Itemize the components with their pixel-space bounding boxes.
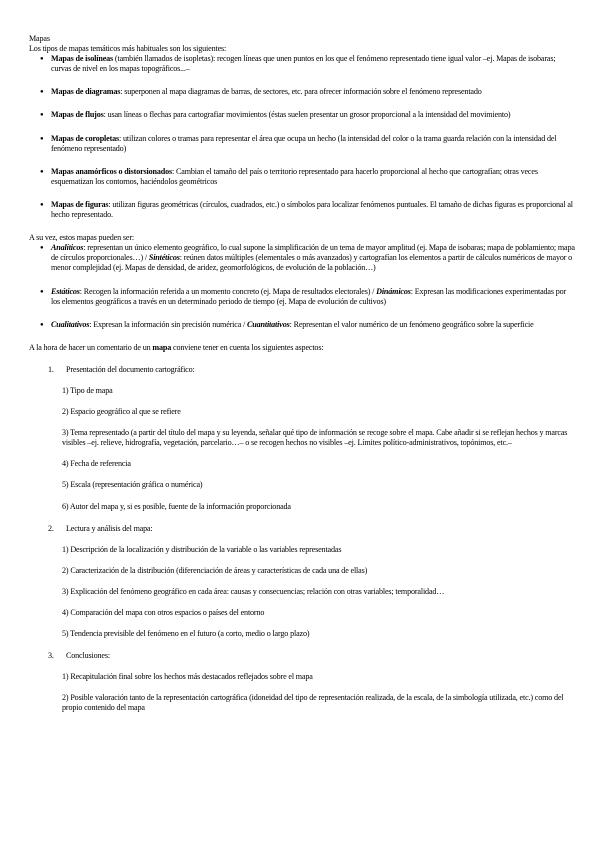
step-item: 4) Comparación del mapa con otros espacios o países del entorno	[62, 608, 265, 617]
step-items	[29, 386, 575, 512]
term: Cualitativos	[51, 319, 90, 329]
step-item: 5) Escala (representación gráfica o numérica)	[62, 480, 203, 490]
step-label: Presentación del documento cartográfico:	[66, 364, 195, 374]
step-heading	[29, 365, 575, 375]
step-item: 5) Tendencia previsible del fenómeno en el futuro (a corto, medio o largo plazo)	[62, 629, 310, 639]
step-item: 2) Posible valoración tanto de la representación cartográfica (idoneidad del tipo de representación realizada, de la escala, de la simbología utilizada, etc.) como del propio contenido del mapa	[62, 693, 564, 713]
definition: : reúnen datos múltiples (elementales o más avanzados) y cartografían los elementos a partir de cálculos numéricos de mayor o menor complejidad (ej. Mapas de densidad, de aridez, geomorfológicos, de evolución de la población…)	[51, 253, 573, 273]
step-item: 2) Espacio geográfico al que se refiere	[62, 407, 181, 417]
list-item	[29, 320, 575, 330]
definition: : representan un único elemento geográfico, lo cual supone la simplificación de un tema de mayor amplitud (ej. Mapa de isobaras; mapa de poblamiento; mapa de círculos proporcionales…) /	[51, 243, 575, 263]
term: mapa	[152, 342, 172, 352]
term: Analíticos	[51, 243, 84, 253]
step-item: 2) Caracterización de la distribución (diferenciación de áreas y características de cada una de ellas)	[62, 565, 368, 575]
step-label: Lectura y análisis del mapa:	[66, 523, 153, 533]
term: Dinámicos	[376, 286, 411, 296]
list-item	[29, 110, 575, 120]
step-2	[29, 524, 575, 640]
definition: : Recogen la información referida a un momento concreto (ej. Mapa de resultados electorales) /	[79, 286, 377, 296]
definition: : utilizan figuras geométricas (círculos, cuadrados, etc.) o símbolos para localizar fenómenos puntuales. El tamaño de dichas figuras es proporcional al hecho representado.	[51, 199, 573, 220]
text: conviene tener en cuenta los siguientes aspectos:	[171, 342, 324, 352]
types-intro: Los tipos de mapas temáticos más habituales son los siguientes:	[29, 44, 227, 54]
step-item: 1) Recapitulación final sobre los hechos más destacados reflejados sobre el mapa	[62, 672, 313, 682]
list-item	[29, 87, 575, 97]
definition: : utilizan colores o tramas para representar el área que ocupa un hecho (la intensidad del color o la trama guarda relación con la intensidad del fenómeno representado)	[51, 133, 557, 153]
definition: : Representan el valor numérico de un fenómeno geográfico sobre la superficie	[289, 319, 534, 329]
map-kinds-list	[29, 243, 575, 330]
term: Mapas de diagramas	[51, 87, 121, 97]
definition: : Expresan las modificaciones experimentadas por los elementos geográficos a través en un determinado periodo de tiempo (ej. Mapa de evolución de cultivos)	[51, 286, 567, 306]
list-item	[29, 287, 575, 307]
term: Cuantitativos	[247, 319, 290, 329]
definition: : usan líneas o flechas para cartografiar movimientos (éstas suelen presentar un grosor proporcional a la intensidad del movimiento)	[103, 110, 511, 120]
step-1	[29, 365, 575, 512]
step-items	[29, 545, 575, 639]
text: A la hora de hacer un comentario de un	[29, 342, 153, 352]
kinds-intro: A su vez, estos mapas pueden ser:	[29, 233, 134, 243]
step-item: 1) Descripción de la localización y distribución de la variable o las variables representadas	[62, 544, 342, 554]
comment-intro	[29, 343, 575, 353]
term: Mapas de isolíneas	[51, 54, 114, 64]
step-items	[29, 672, 575, 713]
page-title: Mapas	[29, 34, 50, 43]
term: Estáticos	[51, 286, 80, 296]
definition: : Expresan la información sin precisión numérica /	[89, 319, 248, 329]
step-number: 3.	[48, 651, 54, 661]
step-item: 3) Explicación del fenómeno geográfico en cada área: causas y consecuencias; relación con otras variables; temporalidad…	[62, 586, 445, 596]
step-item: 3) Tema representado (a partir del título del mapa y su leyenda, señalar qué tipo de información se recoge sobre el mapa. Cabe añadir si se reflejan hechos y marcas visibles –ej. relieve, hidrografía, vegetación, parcelario…– o se recogen hechos no visibles –ej. Límites político-administrativos, topónimos, etc.–	[62, 428, 568, 448]
list-item	[29, 167, 575, 187]
map-types-list	[29, 54, 575, 220]
step-item: 4) Fecha de referencia	[62, 459, 131, 469]
list-item	[29, 134, 575, 154]
definition: (también llamados de isopletas): recogen líneas que unen puntos en los que el fenómeno representado tiene igual valor –ej. Mapas de isobaras; curvas de nivel en los mapas topográficos...–	[51, 54, 556, 74]
list-item	[29, 54, 575, 74]
term: Mapas de figuras	[51, 199, 109, 209]
step-3	[29, 651, 575, 713]
term: Mapas de flujos	[51, 110, 104, 120]
step-heading	[29, 651, 575, 661]
list-item	[29, 243, 575, 273]
step-item: 6) Autor del mapa y, si es posible, fuente de la información proporcionada	[62, 501, 291, 511]
step-number: 2.	[48, 523, 54, 533]
step-item: 1) Tipo de mapa	[62, 385, 113, 395]
steps-list	[29, 365, 575, 714]
definition: : Cambian el tamaño del país o territorio representado para hacerlo proporcional al hecho que cartografían; otras veces esquematizan los contornos, haciéndolos geométricos	[51, 166, 538, 186]
step-number: 1.	[48, 364, 54, 374]
definition: : superponen al mapa diagramas de barras, de sectores, etc. para ofrecer información sobre el fenómeno representado	[120, 87, 482, 97]
step-label: Conclusiones:	[66, 651, 110, 661]
term: Mapas anamórficos o distorsionados	[51, 166, 173, 176]
step-heading	[29, 524, 575, 534]
list-item	[29, 200, 575, 220]
term: Sintéticos	[148, 253, 180, 263]
term: Mapas de coropletas	[51, 133, 120, 143]
document-body	[29, 34, 575, 726]
